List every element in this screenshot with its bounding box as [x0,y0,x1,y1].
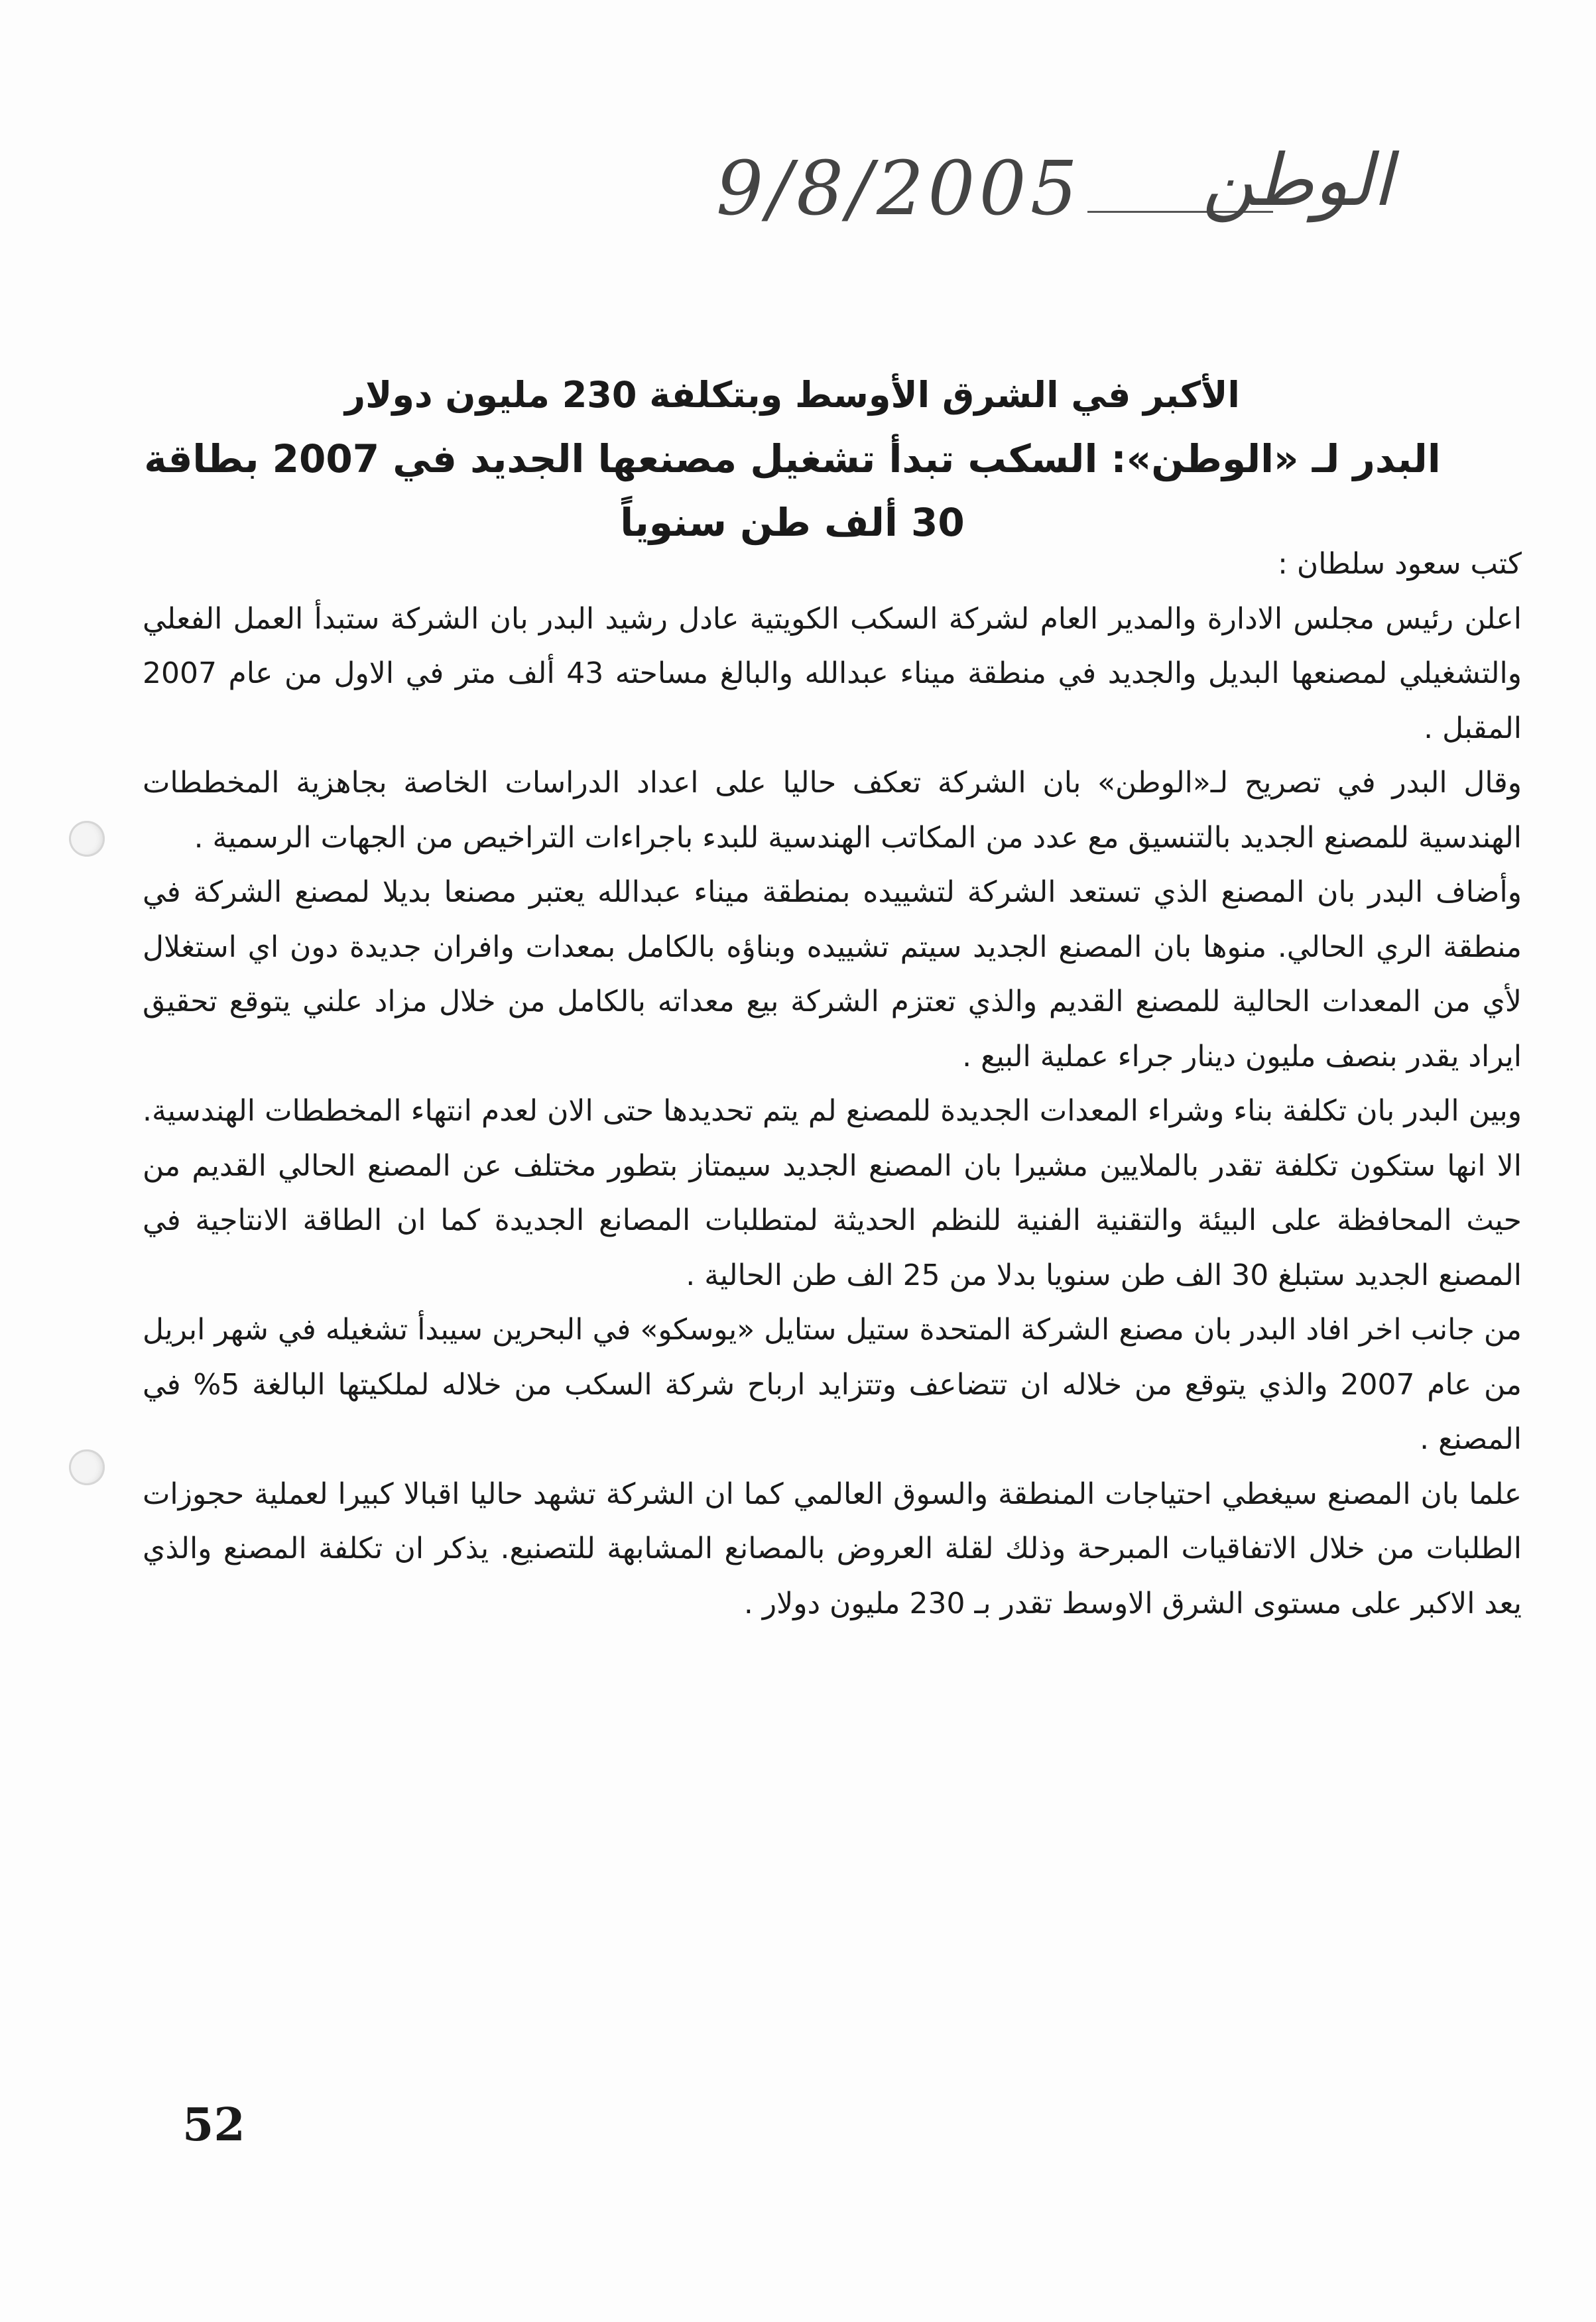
handwritten-annotation [716,133,1406,245]
paragraph-2: وقال البدر في تصريح لـ«الوطن» بان الشركة تعكف حاليا على اعداد الدراسات الخاصة بجاهزية المخططات الهندسية للمصنع الجديد بالتنسيق مع عدد من المكاتب الهندسية للبدء باجراءات التراخيص من الجهات الرسمية . [143,766,1522,855]
headline [133,363,1452,554]
paragraph-5: من جانب اخر افاد البدر بان مصنع الشركة المتحدة ستيل ستايل «يوسكو» في البحرين سيبدأ تشغيله في شهر ابريل من عام 2007 والذي يتوقع من خلاله ان تتضاعف وتتزايد ارباح شركة السكب من خلاله لملكيتها البالغة 5% في المصنع . [143,1313,1522,1456]
punch-hole-bottom [69,1449,105,1485]
handwritten-date: 9/8/2005 [716,146,1082,232]
byline: كتب سعود سلطان : [1278,547,1522,581]
paragraph-4: وبين البدر بان تكلفة بناء وشراء المعدات الجديدة للمصنع لم يتم تحديدها حتى الان لعدم انتهاء المخططات الهندسية. الا انها ستكون تكلفة تقدر بالملايين مشيرا بان المصنع الجديد سيمتاز بتطور مختلف عن المصنع الحالي القديم من حيث المحافظة على البيئة والتقنية الفنية للنظم الحديثة لمتطلبات المصانع الجديدة كما ان الطاقة الانتاجية في المصنع الجديد ستبلغ 30 الف طن سنويا بدلا من 25 الف طن الحالية . [143,1094,1522,1292]
page-number: 52 [182,2099,245,2152]
headline-main: البدر لـ «الوطن»: السكب تبدأ تشغيل مصنعها الجديد في 2007 بطاقة 30 ألف طن سنوياً [144,436,1441,545]
headline-kicker: الأكبر في الشرق الأوسط وبتكلفة 230 مليون دولار [345,374,1240,416]
article-body [143,537,1522,1631]
paragraph-1: اعلن رئيس مجلس الادارة والمدير العام لشركة السكب الكويتية عادل رشيد البدر بان الشركة ستبدأ العمل الفعلي والتشغيلي لمصنعها البديل والجديد في منطقة ميناء عبدالله والبالغ مساحته 43 ألف متر في الاول من عام 2007 المقبل . [143,601,1522,745]
punch-hole-top [69,821,105,857]
paragraph-3: وأضاف البدر بان المصنع الذي تستعد الشركة لتشييده بمنطقة ميناء عبدالله يعتبر مصنعا بديلا لمصنع الشركة في منطقة الري الحالي. منوها بان المصنع الجديد سيتم تشييده وبناؤه بالكامل بمعدات وافران جديدة دون اي استغلال لأي من المعدات الحالية للمصنع القديم والذي تعتزم الشركة بيع معداته بالكامل من خلال مزاد علني يتوقع تحقيق ايراد يقدر بنصف مليون دينار جراء عملية البيع . [143,875,1522,1073]
handwritten-source: الوطن [1202,139,1392,222]
paragraph-6: علما بان المصنع سيغطي احتياجات المنطقة والسوق العالمي كما ان الشركة تشهد حاليا اقبالا كبيرا لعملية حجوزات الطلبات من خلال الاتفاقيات المبرحة وذلك لقلة العروض بالمصانع المشابهة للتصنيع. يذكر ان تكلفة المصنع والذي يعد الاكبر على مستوى الشرق الاوسط تقدر بـ 230 مليون دولار . [143,1477,1522,1620]
